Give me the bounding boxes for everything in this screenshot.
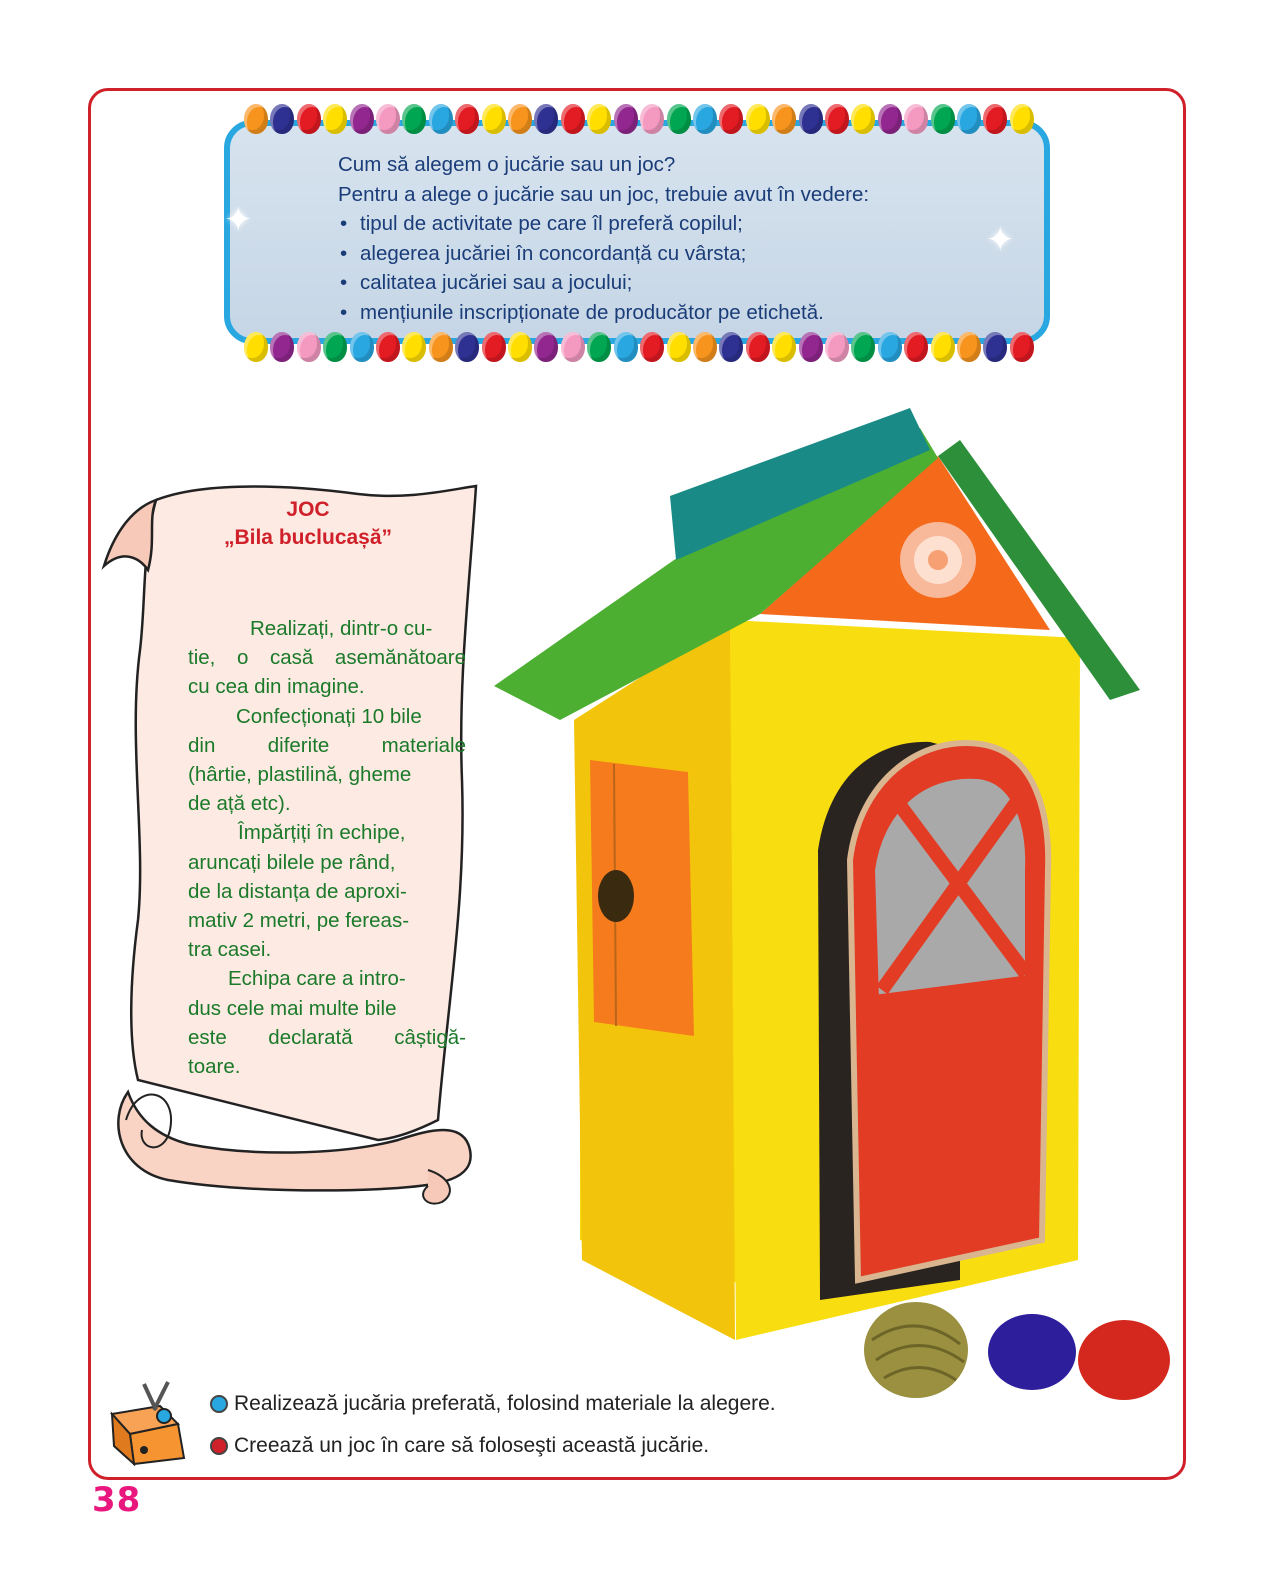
banner-list-item: • tipul de activitate pe care îl preferă copilul; — [338, 209, 1038, 239]
balloon-icon — [614, 332, 638, 362]
balloon-icon — [323, 332, 347, 362]
game-title: JOC — [286, 498, 330, 521]
balloon-icon — [825, 332, 849, 362]
balloon-icon — [957, 332, 981, 362]
balloon-icon — [878, 332, 902, 362]
blue-circle-icon — [210, 1395, 228, 1413]
instruction-line: Echipa care a intro- — [228, 967, 406, 991]
balloon-icon — [508, 332, 532, 362]
balloon-icon — [350, 104, 374, 134]
balloon-icon — [772, 104, 796, 134]
balloon-icon — [561, 332, 585, 362]
balloon-icon — [402, 332, 426, 362]
balloon-icon — [719, 104, 743, 134]
balloon-icon — [587, 104, 611, 134]
banner-text — [338, 150, 1038, 327]
instruction-line: de ață etc). — [188, 792, 291, 816]
banner-intro: Pentru a alege o jucărie sau un joc, trebuie avut în vedere: — [338, 182, 870, 206]
task-text: Realizează jucăria preferată, folosind materiale la alegere. — [234, 1392, 776, 1415]
instruction-line: dus cele mai multe bile — [188, 996, 397, 1020]
page-number: 38 — [92, 1480, 142, 1520]
balloon-icon — [376, 332, 400, 362]
balloon-icon — [455, 104, 479, 134]
info-banner — [214, 100, 1060, 364]
balloon-icon — [297, 332, 321, 362]
banner-list-item: • calitatea jucăriei sau a jocului; — [338, 268, 1038, 298]
balloon-icon — [534, 104, 558, 134]
balls-image — [860, 1300, 1180, 1410]
balloon-icon — [534, 332, 558, 362]
balloon-icon — [904, 104, 928, 134]
instruction-line: Împărțiți în echipe, — [238, 821, 406, 845]
task-text: Creează un joc în care să foloseşti această jucărie. — [234, 1434, 710, 1457]
game-scroll — [98, 480, 488, 1220]
task-item-2 — [210, 1434, 709, 1458]
instruction-line: (hârtie, plastilină, gheme — [188, 763, 412, 787]
banner-question: Cum să alegem o jucărie sau un joc? — [338, 153, 676, 176]
balloon-icon — [1010, 332, 1034, 362]
balloon-icon — [851, 104, 875, 134]
balloon-icon — [931, 332, 955, 362]
balloon-icon — [270, 332, 294, 362]
balloon-icon — [1010, 104, 1034, 134]
balloon-icon — [799, 332, 823, 362]
cardboard-house-image — [490, 400, 1150, 1360]
instruction-line: din diferite materiale — [188, 733, 466, 757]
instruction-line: tra casei. — [188, 938, 272, 962]
game-name: „Bila buclucașă” — [223, 526, 393, 549]
balloon-icon — [376, 104, 400, 134]
balloon-icon — [561, 104, 585, 134]
balloon-icon — [746, 104, 770, 134]
sparkle-icon: ✦ — [224, 201, 253, 239]
instruction-line: tie, o casă asemănătoare — [188, 646, 466, 670]
balloon-icon — [667, 104, 691, 134]
balloon-icon — [482, 332, 506, 362]
banner-list-item: • alegerea jucăriei în concordanță cu vârsta; — [338, 239, 1038, 269]
instruction-line: cu cea din imagine. — [188, 675, 365, 699]
balloon-icon — [429, 332, 453, 362]
instruction-line: este declarată câștigă- — [188, 1025, 466, 1049]
balloon-icon — [878, 104, 902, 134]
balloon-icon — [957, 104, 981, 134]
sparkle-icon: ✦ — [986, 221, 1015, 259]
toolbox-icon — [104, 1380, 196, 1466]
balloon-icon — [455, 332, 479, 362]
balloon-icon — [508, 104, 532, 134]
balloon-icon — [851, 332, 875, 362]
balloon-garland-bottom — [244, 328, 1034, 366]
balloon-icon — [640, 332, 664, 362]
balloon-icon — [904, 332, 928, 362]
balloon-icon — [244, 104, 268, 134]
red-circle-icon — [210, 1437, 228, 1455]
task-item-1 — [210, 1392, 776, 1416]
balloon-icon — [983, 104, 1007, 134]
balloon-icon — [244, 332, 268, 362]
balloon-icon — [825, 104, 849, 134]
banner-list-item: • mențiunile inscripționate de producător pe etichetă. — [338, 298, 1038, 328]
balloon-icon — [323, 104, 347, 134]
balloon-icon — [667, 332, 691, 362]
balloon-icon — [693, 332, 717, 362]
instruction-line: aruncați bilele pe rând, — [188, 850, 396, 874]
game-instructions — [188, 614, 466, 1081]
balloon-icon — [772, 332, 796, 362]
balloon-icon — [640, 104, 664, 134]
instruction-line: mativ 2 metri, pe fereas- — [188, 909, 410, 933]
balloon-icon — [693, 104, 717, 134]
banner-list — [338, 209, 1038, 327]
balloon-icon — [746, 332, 770, 362]
game-heading — [158, 496, 458, 552]
balloon-icon — [799, 104, 823, 134]
instruction-line: Realizați, dintr-o cu- — [250, 617, 433, 640]
instruction-line: Confecționați 10 bile — [236, 704, 422, 728]
balloon-garland-top — [244, 100, 1034, 138]
balloon-icon — [983, 332, 1007, 362]
balloon-icon — [587, 332, 611, 362]
balloon-icon — [482, 104, 506, 134]
balloon-icon — [614, 104, 638, 134]
balloon-icon — [297, 104, 321, 134]
balloon-icon — [270, 104, 294, 134]
balloon-icon — [350, 332, 374, 362]
balloon-icon — [719, 332, 743, 362]
balloon-icon — [931, 104, 955, 134]
balloon-icon — [402, 104, 426, 134]
balloon-icon — [429, 104, 453, 134]
instruction-line: toare. — [188, 1055, 241, 1079]
instruction-line: de la distanța de aproxi- — [188, 879, 407, 903]
